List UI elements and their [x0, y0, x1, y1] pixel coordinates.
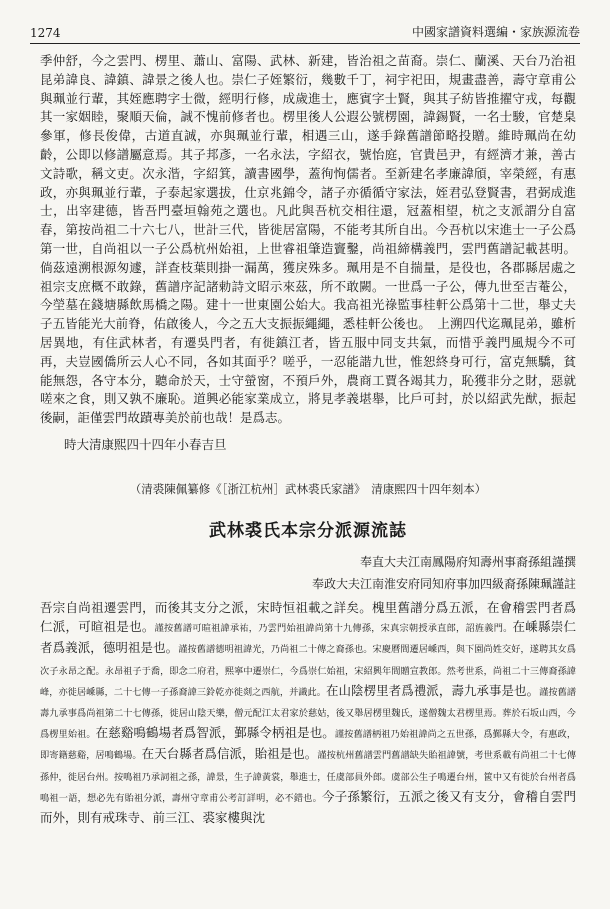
annotation-segment: 謹按舊譜柄祖乃始祖諱尚之五世孫，爲鄞縣大令，有惠政，即寄籍慈谿，居鳴鶴場。 — [40, 729, 576, 762]
annotation-segment: 謹按舊譜德明祖諱光，乃尚祖二十傳之裔孫也。宋慶曆間遷居嵊西，與下園尚姓交好，遂聘其女爲次子永昂之配。永昂祖子于喬，即念二府君，熙寧中遷崇仁，今爲崇仁始祖，宋紹興年間贈宣教郎。然考世系，尚祖二十三傳裔孫諱峰，亦徙居嵊縣，二十七傳一子孫裔諱三鈴乾亦徙剡之西航，并識此。 — [40, 644, 576, 698]
author-line-1: 奉直大夫江南鳳陽府知壽州事裔孫組謹撰 — [359, 554, 576, 569]
body-segment: 在慈谿鳴鶴場者爲智派，鄞縣令柄祖是也。 — [95, 725, 335, 741]
body-segment: 在嵊縣崇仁者爲義派，德明祖是也。 — [40, 619, 576, 656]
annotation-segment: 謹按舊譜壽九承事爲尚祖第二十七傳孫，徙居山陰天樂，僧元配江太君家於慈姑，後又舉居楞里魏氏，遂僧魏太君楞里焉。葬於石坂山西，今爲楞里始祖。 — [40, 686, 576, 741]
intro-text: 季仲舒，今之雲門、楞里、蕭山、富陽、武林、新建，皆治祖之苗裔。崇仁、蘭溪、天台乃治祖昆弟諱良、諱鎮、諱景之後人也。崇仁子姪繁衍，幾數千丁，祠宇祀田，規畫盡善，壽守章甫公與珮並行輩，其姪應聘字士微，經明行修，成歲進士，應賓字士賢，與其子紡皆推擢守戎，每觀其一家姻睦，聚順天倫，誠不愧前修者也。楞里後人公遐公號楞園，諱錫賢，一名士駿，官楚臬參軍，修長俊偉，古道直誠，亦與珮並行輩，相遇三山，遂手錄舊譜節略投贈。維時珮尚在幼齡，公即以修譜屬意焉。其子邦彥，一名永法，字紹衣，號怡庭，官貴邑尹，有經濟才兼，善古文詩歌，稱文吏。次永湝，字紹箕，讀書國學，蓋徇恂儒者。至新建名孝廉諱頎，宰榮經，有惠政，亦與珮並行輩，子泰起家選拔，仕京兆錦令，諸子亦循循守家法，姪君弘登賢書，君弼成進士，出宰建德，皆吾門臺垣翰苑之選也。凡此與吾杭交相往還，冠蓋相望，杭之支派謂分自富春，第按尚祖二十六七八，世計三代，皆徙居富陽，不能考其所自出。今吾杭以宋進士一子公爲第一世，自尚祖以一子公爲杭州始祖，上世睿祖肇造竇鑿，尚祖締構義門，雲門舊譜記載甚明。倘茲遠溯根源匆遽，詳查枝葉則掛一漏萬，獲戾殊多。珮用是不自揣量，是役也，各郡縣居處之祖宗支庶概不敢錄，舊譜序記諸勅詩文昭示來茲，所不敢闕。一世爲一子公，傳九世至吉菴公，今塋墓在錢塘縣飲馬橋之陽。建十一世東園公始大。我高祖光祿監事桂軒公爲第十二世，舉丈夫子五皆能光大前脊，佑啟後人，今之五大支振振繩繩，悉桂軒公後也。 上溯四代迄珮昆弟，雖析居異地，有住武林者，有遷吳門者，有徙鎮江者，皆五服中同支共氣，而惜乎義門風規今不可再，夫豈國僑所云人心不同，各如其面乎？嗟乎，一忍能諧九世，惟恕終身可行，富克無驕，貧能無怨，各守本分，聽命於天，士守螢窗，不預戶外，農商工賈各竭其力，恥獲非分之財，惡就嗟來之食，則又孰不廉恥。道興必能家業成立，將見孝義堪舉，比戶可封，於以紹武先猷，振起後嗣，詎僅雲門故蹟專美於前也哉！是爲志。 — [40, 53, 576, 426]
body-segment: 吾宗自尚祖遷雲門，而後其支分之派，宋時恒祖載之詳矣。槐里舊譜分爲五派，在會稽雲門者爲仁派，可暄祖是也。 — [40, 599, 576, 635]
page-header — [30, 18, 580, 44]
page-number: 1274 — [30, 26, 61, 40]
body-text — [40, 598, 576, 827]
body-segment: 在山陰楞里者爲禮派，壽九承事是也。 — [325, 682, 540, 698]
annotation-segment: 謹按杭州舊譜雲門舊譜缺失貽祖諱號，考世系載有尚祖二十七傳孫仲，徙居台州。按鳴祖乃承詞祖之孫，諱景，生子諱黃裳，舉進士，任虞部員外郎。虞部公生子鳴遷台州，篋中又有徙於台州者爲鳴祖一語，想必先有貽祖分派，壽州守章甫公考訂詳明，必不錯也。 — [40, 750, 576, 804]
body-segment: 今子孫繁衍，五派之後又有支分，會稽自雲門而外，則有戒珠寺、前三江、裘家樓與沈 — [40, 788, 576, 825]
page-content — [40, 52, 576, 891]
annotation-segment: 謹按舊譜可暄祖諱承祐，乃雲門始祖諱尚第十九傳孫，宋真宗朝授承直郎，詔旌義門。 — [154, 623, 513, 635]
body-segment: 在天台縣者爲信派，貽祖是也。 — [141, 746, 318, 762]
section-title: 武林裘氏本宗分派源流誌 — [209, 520, 407, 541]
running-title: 中國家譜資料選編・家族源流卷 — [411, 25, 580, 39]
source-note: （清裘陳佩纂修《［浙江杭州］武林裘氏家譜》 清康熙四十四年刻本） — [129, 481, 487, 496]
author-line-2: 奉政大夫江南淮安府同知府事加四級裔孫陳珮謹註 — [311, 576, 576, 591]
date-line: 時大清康熙四十四年小春吉旦 — [64, 436, 227, 452]
